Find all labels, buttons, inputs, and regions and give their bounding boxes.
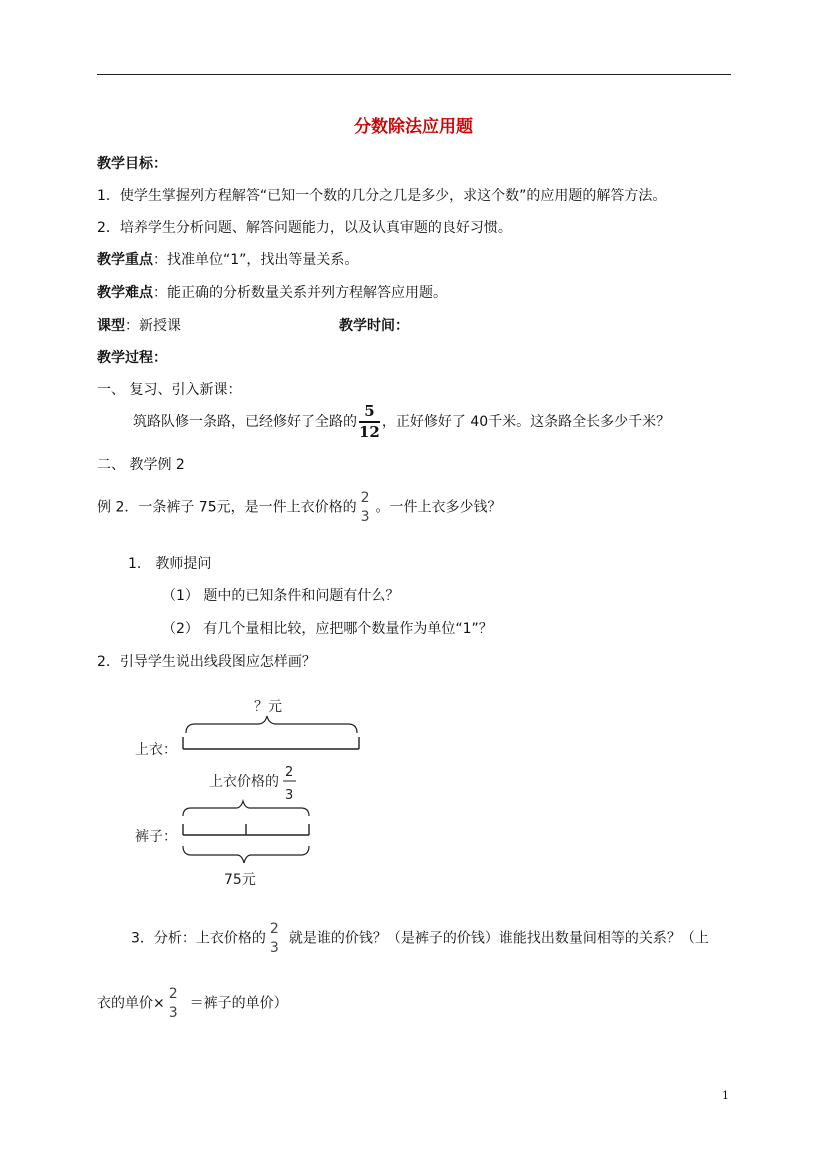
process-heading: 教学过程： [97,350,167,366]
fraction-5-12 [359,404,380,440]
page-number: 1 [722,1089,729,1102]
diagram-pants-label: 裤子： [135,829,177,845]
analysis-line2-before: 衣的单价× [97,995,165,1012]
fraction-2-3 [169,987,178,1020]
top-brace [186,716,357,733]
lesson-type-text: ：新授课 [125,318,181,334]
diagram-bottom-label: 75元 [224,872,256,888]
key-point-label: 教学重点 [97,252,153,268]
teacher-question-1: （1） 题中的已知条件和问题有什么？ [162,588,400,604]
key-point [97,249,358,269]
guide-text: 2．引导学生说出线段图应怎样画？ [97,654,316,670]
header-rule [97,74,731,75]
objective-2: 2．培养学生分析问题、解答问题能力，以及认真审题的良好习惯。 [97,220,512,236]
difficulty-label: 教学难点 [97,285,153,301]
analysis-after: 就是谁的价钱？（是裤子的价钱）谁能找出数量间相等的关系？（上 [288,930,709,947]
lesson-time-label: 教学时间： [339,318,409,334]
diagram-frac-num: 2 [285,765,294,780]
section1-heading: 一、 复习、引入新课： [97,382,242,398]
objectives-heading: 教学目标： [97,156,167,172]
example2 [97,491,502,524]
fraction-denominator: 3 [269,940,279,956]
line-segment-diagram [120,688,380,893]
lesson-type [97,315,181,335]
diagram-middle-label: 上衣价格的 [209,774,279,790]
analysis-before: 3．分析：上衣价格的 [131,930,266,947]
teacher-question-2: （2） 有几个量相比较，应把哪个数量作为单位“1”？ [162,621,493,637]
analysis-line2 [97,987,288,1020]
example2-before: 例 2．一条裤子 75元，是一件上衣价格的 [97,499,357,516]
section1-problem [133,404,670,440]
difficulty-text: ：能正确的分析数量关系并列方程解答应用题。 [153,285,447,301]
bottom-brace [183,846,309,863]
fraction-denominator: 3 [360,509,370,525]
page-title: 分数除法应用题 [354,117,473,137]
section1-problem-after: ，正好修好了 40千米。这条路全长多少千米？ [381,414,671,430]
diagram-frac-den: 3 [285,788,294,803]
section1-problem-before: 筑路队修一条路，已经修好了全路的 [133,414,357,430]
diagram-top-label: ？元 [254,699,282,715]
fraction-numerator: 5 [359,404,380,423]
fraction-denominator: 12 [359,423,380,441]
fraction-numerator: 2 [269,921,279,937]
fraction-denominator: 3 [168,1005,178,1021]
section2-heading: 二、 教学例 2 [97,457,185,473]
fraction-2-3 [361,491,370,524]
difficulty [97,282,447,302]
lesson-type-label: 课型 [97,318,125,334]
fraction-numerator: 2 [168,986,178,1002]
objective-1: 1．使学生掌握列方程解答“已知一个数的几分之几是多少，求这个数”的应用题的解答方法。 [97,188,667,204]
fraction-2-3 [270,922,279,955]
fraction-numerator: 2 [360,490,370,506]
example2-after: 。一件上衣多少钱？ [375,499,502,516]
key-point-text: ：找准单位“1”，找出等量关系。 [153,252,359,268]
teacher-question-heading: 1． 教师提问 [128,556,212,572]
diagram-coat-label: 上衣： [135,742,177,758]
middle-brace [183,801,309,816]
analysis-line2-after: ＝裤子的单价） [189,995,288,1012]
analysis-line1 [131,922,709,955]
